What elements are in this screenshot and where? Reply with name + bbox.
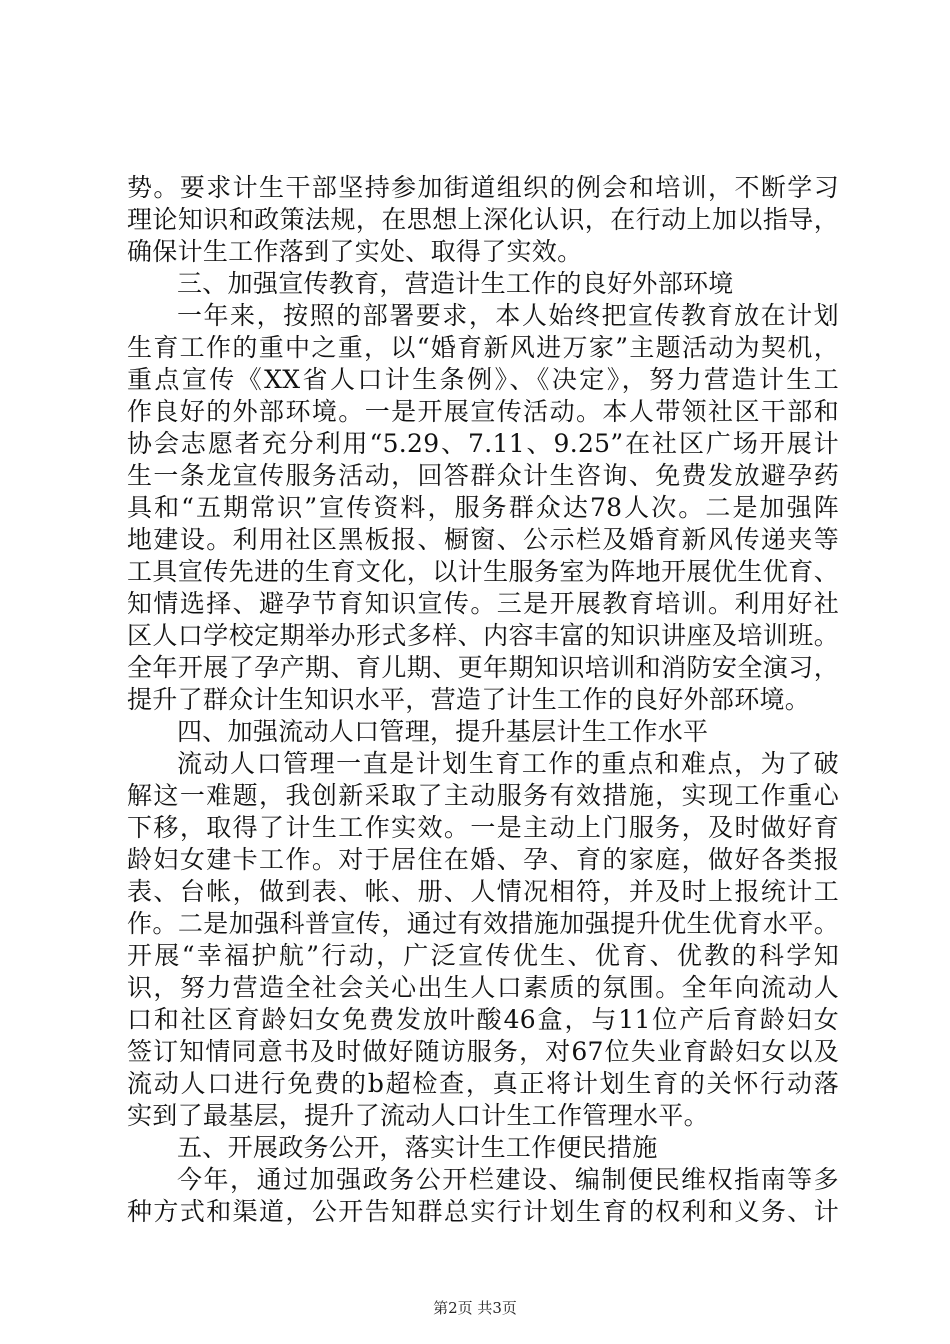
paragraph-line: 表、台帐，做到表、帐、册、人情况相符，并及时上报统计工 [127,877,839,906]
paragraph-line: 重点宣传《XX省人口计生条例》、《决定》，努力营造计生工 [127,365,839,394]
paragraph-line: 识，努力营造全社会关心出生人口素质的氛围。全年向流动人 [127,973,839,1002]
paragraph-line: 全年开展了孕产期、育儿期、更年期知识培训和消防安全演习， [127,653,839,682]
paragraph-line: 生育工作的重中之重，以“婚育新风进万家”主题活动为契机， [127,333,839,362]
paragraph-line: 确保计生工作落到了实处、取得了实效。 [127,237,583,266]
paragraph-line: 作。二是加强科普宣传，通过有效措施加强提升优生优育水平。 [127,909,839,938]
section-heading: 三、加强宣传教育，营造计生工作的良好外部环境 [177,269,734,298]
paragraph-line: 工具宣传先进的生育文化，以计生服务室为阵地开展优生优育、 [127,557,839,586]
section-heading: 五、开展政务公开，落实计生工作便民措施 [177,1133,658,1162]
paragraph-line: 口和社区育龄妇女免费发放叶酸46盒，与11位产后育龄妇女 [127,1005,839,1034]
document-body [127,172,839,1228]
paragraph-line: 知情选择、避孕节育知识宣传。三是开展教育培训。利用好社 [127,589,839,618]
paragraph-line: 流动人口管理一直是计划生育工作的重点和难点，为了破 [177,749,839,778]
paragraph-line: 开展“幸福护航”行动，广泛宣传优生、优育、优教的科学知 [127,941,839,970]
paragraph-line: 龄妇女建卡工作。对于居住在婚、孕、育的家庭，做好各类报 [127,845,839,874]
paragraph-line: 具和“五期常识”宣传资料，服务群众达78人次。二是加强阵 [127,493,839,522]
paragraph-line: 势。要求计生干部坚持参加街道组织的例会和培训，不断学习 [127,173,839,202]
paragraph-line: 协会志愿者充分利用“5.29、7.11、9.25”在社区广场开展计 [127,429,839,458]
paragraph-line: 作良好的外部环境。一是开展宣传活动。本人带领社区干部和 [127,397,839,426]
section-heading: 四、加强流动人口管理，提升基层计生工作水平 [177,717,709,746]
paragraph-line: 理论知识和政策法规，在思想上深化认识，在行动上加以指导， [127,205,839,234]
page-footer: 第2页 共3页 [433,1299,517,1317]
paragraph-line: 一年来，按照的部署要求，本人始终把宣传教育放在计划 [177,301,839,330]
paragraph-line: 实到了最基层，提升了流动人口计生工作管理水平。 [127,1101,709,1130]
paragraph-line: 签订知情同意书及时做好随访服务，对67位失业育龄妇女以及 [127,1037,839,1066]
paragraph-line: 区人口学校定期举办形式多样、内容丰富的知识讲座及培训班。 [127,621,839,650]
paragraph-line: 今年，通过加强政务公开栏建设、编制便民维权指南等多 [177,1165,839,1194]
paragraph-line: 下移，取得了计生工作实效。一是主动上门服务，及时做好育 [127,813,839,842]
paragraph-line: 解这一难题，我创新采取了主动服务有效措施，实现工作重心 [127,781,839,810]
paragraph-line: 流动人口进行免费的b超检查，真正将计划生育的关怀行动落 [127,1069,839,1098]
paragraph-line: 地建设。利用社区黑板报、橱窗、公示栏及婚育新风传递夹等 [127,525,839,554]
paragraph-line: 提升了群众计生知识水平，营造了计生工作的良好外部环境。 [127,685,811,714]
paragraph-line: 生一条龙宣传服务活动，回答群众计生咨询、免费发放避孕药 [127,461,839,490]
paragraph-line: 种方式和渠道，公开告知群总实行计划生育的权利和义务、计 [127,1197,839,1226]
